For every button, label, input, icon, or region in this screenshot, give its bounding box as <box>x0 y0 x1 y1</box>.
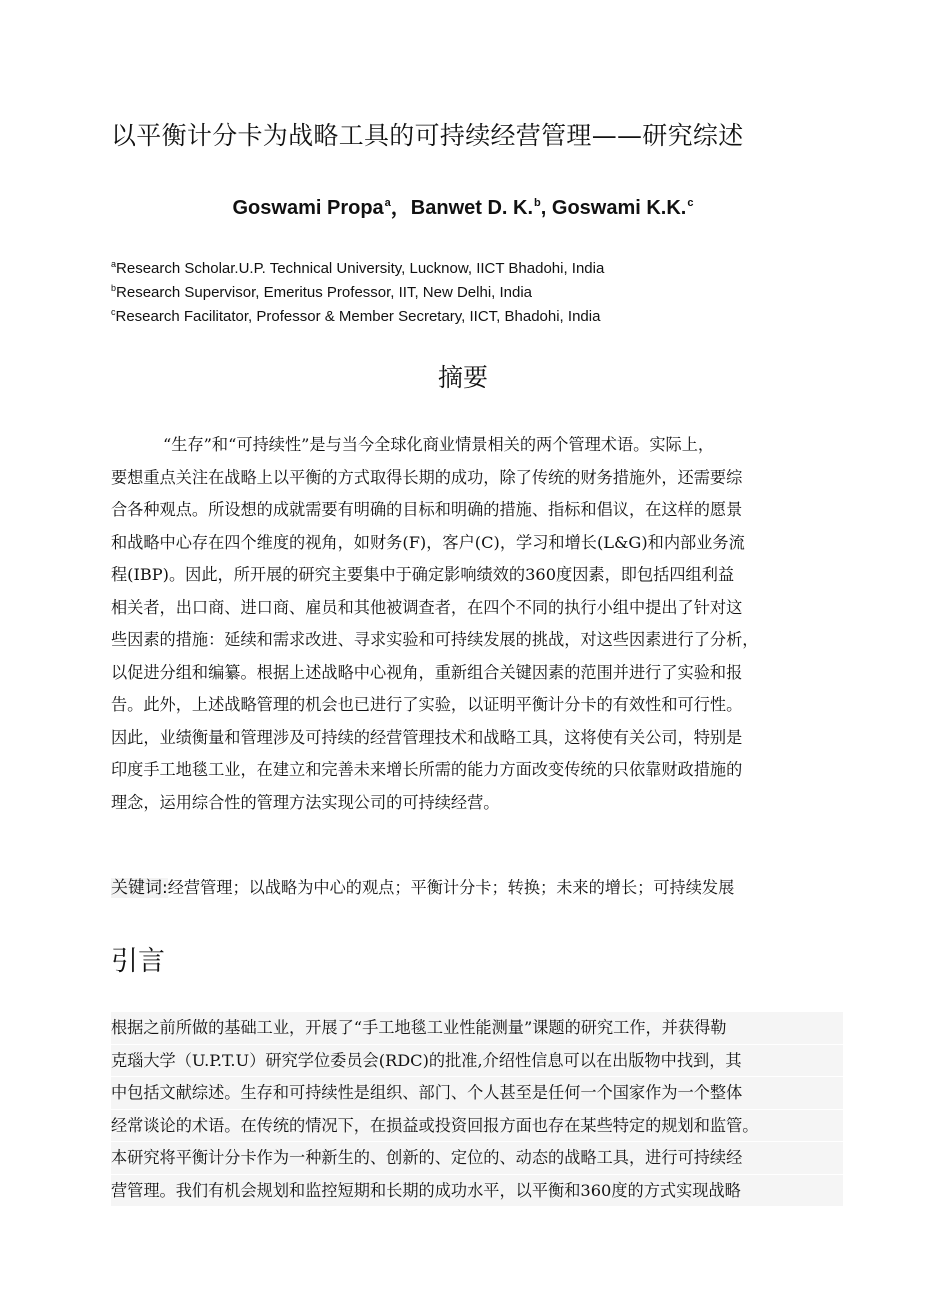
abstract-line: 要想重点关注在战略上以平衡的方式取得长期的成功，除了传统的财务措施外，还需要综 <box>111 467 743 487</box>
abstract-line: “生存”和“可持续性”是与当今全球化商业情景相关的两个管理术语。实际上， <box>163 435 715 454</box>
keywords <box>111 872 851 904</box>
abstract-line: 和战略中心存在四个维度的视角，如财务(F)，客户(C)，学习和增长(L&G)和内部业务流 <box>111 532 745 552</box>
paper-title: 以平衡计分卡为战略工具的可持续经营管理——研究综述 <box>111 121 744 150</box>
affiliation-mark: b <box>111 283 117 293</box>
author-affiliation-mark: c <box>687 197 694 209</box>
introduction-body <box>111 1012 843 1207</box>
affiliation-list <box>111 257 831 329</box>
abstract-line: 程(IBP)。因此，所开展的研究主要集中于确定影响绩效的360度因素，即包括四组利益 <box>111 565 735 584</box>
author-separator: ， <box>390 197 411 219</box>
author-2 <box>411 197 541 219</box>
keywords-label: 关键词: <box>111 878 168 898</box>
keywords-text: 经营管理；以战略为中心的观点；平衡计分卡；转换；未来的增长；可持续发展 <box>167 878 735 897</box>
affiliation-mark: c <box>111 307 116 317</box>
affiliation-text: Research Scholar.U.P. Technical University, Lucknow, IICT Bhadohi, India <box>116 260 605 277</box>
abstract-line: 理念，运用综合性的管理方法实现公司的可持续经营。 <box>111 792 500 812</box>
abstract-line: 合各种观点。所设想的成就需要有明确的目标和明确的措施、指标和倡议，在这样的愿景 <box>111 500 743 519</box>
abstract-line: 告。此外，上述战略管理的机会也已进行了实验，以证明平衡计分卡的有效性和可行性。 <box>111 695 743 714</box>
abstract-heading: 摘要 <box>437 363 488 392</box>
author-affiliation-mark: b <box>534 197 541 209</box>
introduction-line: 克瑙大学（U.P.T.U）研究学位委员会(RDC)的批准,介绍性信息可以在出版物中找到，其 <box>111 1045 843 1078</box>
introduction-line: 本研究将平衡计分卡作为一种新生的、创新的、定位的、动态的战略工具，进行可持续经 <box>111 1142 843 1175</box>
author-name: Goswami K.K. <box>551 197 687 219</box>
abstract-body <box>111 429 839 819</box>
abstract-line: 因此，业绩衡量和管理涉及可持续的经营管理技术和战略工具，这将使有关公司，特别是 <box>111 727 743 747</box>
author-name: Banwet D. K. <box>410 197 534 219</box>
affiliation-text: Research Supervisor, Emeritus Professor, IIT, New Delhi, India <box>116 284 533 301</box>
author-list <box>0 192 926 224</box>
abstract-line: 以促进分组和编纂。根据上述战略中心视角，重新组合关键因素的范围并进行了实验和报 <box>111 662 743 682</box>
author-1 <box>233 197 391 219</box>
author-3 <box>552 197 694 219</box>
introduction-line: 营管理。我们有机会规划和监控短期和长期的成功水平，以平衡和360度的方式实现战略 <box>111 1175 843 1208</box>
author-separator: , <box>540 197 552 219</box>
introduction-line: 根据之前所做的基础工业，开展了“手工地毯工业性能测量”课题的研究工作，并获得勒 <box>111 1012 843 1045</box>
affiliation-item <box>111 257 831 281</box>
affiliation-item <box>111 305 831 329</box>
abstract-line: 些因素的措施：延续和需求改进、寻求实验和可持续发展的挑战，对这些因素进行了分析， <box>111 630 759 649</box>
abstract-line: 印度手工地毯工业，在建立和完善未来增长所需的能力方面改变传统的只依靠财政措施的 <box>111 760 743 779</box>
introduction-line: 中包括文献综述。生存和可持续性是组织、部门、个人甚至是任何一个国家作为一个整体 <box>111 1077 843 1110</box>
author-affiliation-mark: a <box>384 197 391 209</box>
affiliation-item <box>111 281 831 305</box>
introduction-line: 经常谈论的术语。在传统的情况下，在损益或投资回报方面也存在某些特定的规划和监管。 <box>111 1110 843 1143</box>
author-name: Goswami Propa <box>232 197 384 219</box>
affiliation-mark: a <box>111 259 117 269</box>
affiliation-text: Research Facilitator, Professor & Member Secretary, IICT, Bhadohi, India <box>115 308 601 325</box>
abstract-line: 相关者，出口商、进口商、雇员和其他被调查者，在四个不同的执行小组中提出了针对这 <box>111 597 743 617</box>
introduction-heading: 引言 <box>111 946 165 977</box>
